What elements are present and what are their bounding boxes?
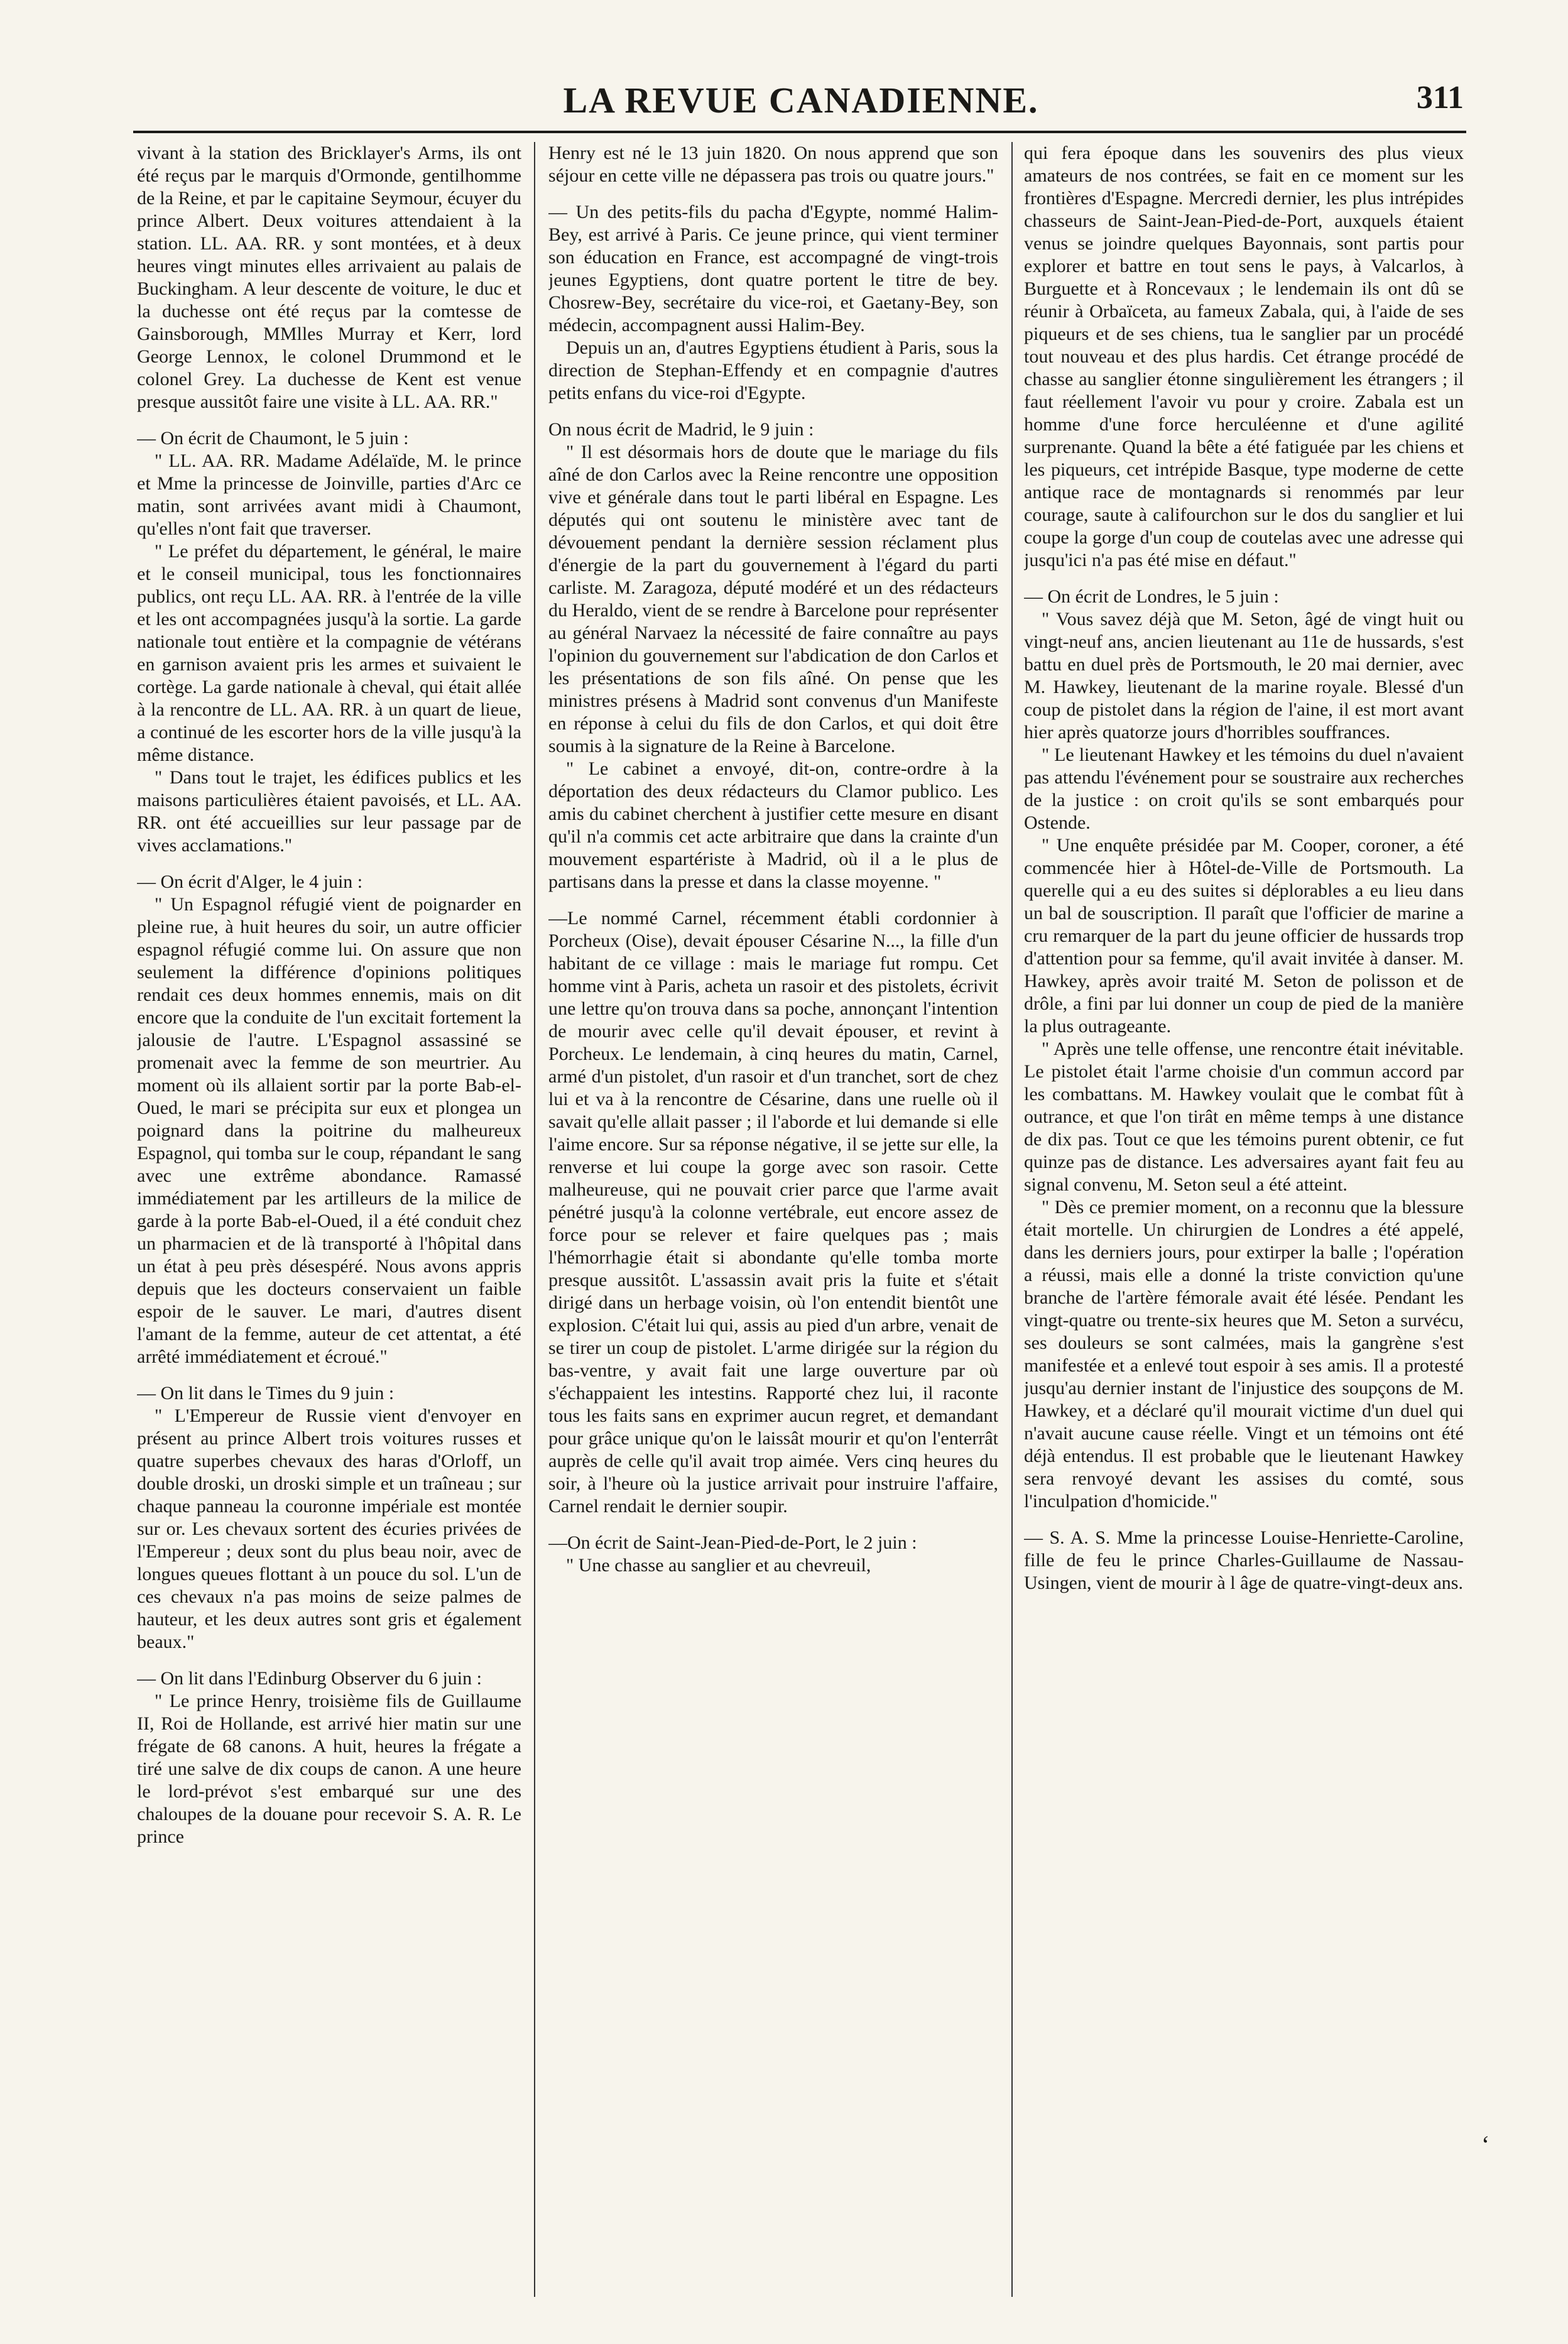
article-paragraph: —On écrit de Saint-Jean-Pied-de-Port, le 2 juin : (548, 1532, 917, 1553)
article-paragraph: " L'Empereur de Russie vient d'envoyer en présent au prince Albert trois voitures russes et quatre superbes chevaux des haras d'Orloff, un double droski, un droski simple et un traîneau ; sur chaque panneau la couronne impériale est montée sur or. Les chevaux sortent des écuries privées de l'Empereur ; deux sont du plus beau noir, avec de longues queues flottant à un pouce du sol. L'un de ces chevaux n'a pas moins de seize palmes de hauteur, et les deux autres sont gris et également beaux." (137, 1405, 521, 1652)
column-3 (1024, 142, 1464, 2303)
article-paragraph: " Une chasse au sanglier et au chevreuil, (566, 1555, 871, 1576)
article-paragraph: " Une enquête présidée par M. Cooper, coroner, a été commencée hier à Hôtel-de-Ville de Portsmouth. La querelle qui a eu des suites si déplorables a eu lieu dans un bal de souscription. Il paraît que l'officier de marine a cru remarquer de la part du jeune officier de hussards trop d'attention pour sa femme, qu'il avait invitée à danser. M. Hawkey, après avoir traité M. Seton de polisson et de drôle, a fini par lui donner un coup de pied de la manière la plus outrageante. (1024, 835, 1464, 1037)
article-paragraph: — On écrit d'Alger, le 4 juin : (137, 871, 363, 892)
article-paragraph: — On lit dans le Times du 9 juin : (137, 1383, 395, 1404)
article-paragraph: " Après une telle offense, une rencontre était inévitable. Le pistolet était l'arme choisie d'un commun accord par les combattans. M. Hawkey voulait que le combat fût à outrance, et que l'on tirât en même temps à une distance de dix pas. Tout ce que les témoins purent obtenir, ce fut quinze pas de distance. Les adversaires ayant fait feu au signal convenu, M. Seton seul a été atteint. (1024, 1038, 1464, 1195)
article-paragraph: " Dès ce premier moment, on a reconnu que la blessure était mortelle. Un chirurgien de Londres a été appelé, dans les derniers jours, pour extirper la balle ; l'opération a réussi, mais elle a donné la triste conviction qu'une branche de l'artère fémorale avait été lésée. Pendant les vingt-quatre ou trente-six heures que M. Seton a survécu, ses douleurs se sont calmées, mais la gangrène s'est manifestée et a enlevé tout espoir à ses amis. Il a protesté jusqu'au dernier instant de l'injustice des soupçons de M. Hawkey, et a déclaré qu'il mourait victime d'un duel qui n'avait aucune cause réelle. Vingt et un témoins ont été déjà entendus. Il est probable que le lieutenant Hawkey sera renvoyé devant les assises du comté, sous l'inculpation d'homicide." (1024, 1197, 1464, 1512)
article-paragraph: —Le nommé Carnel, récemment établi cordonnier à Porcheux (Oise), devait épouser Césarine N..., la fille d'un habitant de ce village : mais le mariage fut rompu. Cet homme vint à Paris, acheta un rasoir et des pistolets, écrivit une lettre qu'on trouva dans sa poche, annonçant l'intention de mourir avec celle qu'il devait épouser, et revint à Porcheux. Le lendemain, à cinq heures du matin, Carnel, armé d'un pistolet, d'un rasoir et d'un tranchet, sort de chez lui et va à la rencontre de Césarine, dans une ruelle où il savait qu'elle allait passer ; il l'aborde et lui demande si elle l'aime encore. Sur sa réponse négative, il se jette sur elle, la renverse et lui coupe la gorge avec son rasoir. Cette malheureuse, qui ne pouvait crier parce que l'arme avait pénétré jusqu'à la colonne vertébrale, eut encore assez de force pour se relever et faire quelques pas ; mais l'hémorrhagie était si abondante qu'elle tomba morte presque aussitôt. L'assassin avait pris la fuite et s'était dirigé dans un herbage voisin, où l'on entendit bientôt une explosion. C'était lui qui, assis au pied d'un arbre, venait de se tirer un coup de pistolet. L'arme dirigée sur la région du bas-ventre, y avait fait une large ouverture par où s'échappaient les intestins. Rapporté chez lui, il raconte tous les faits sans en exprimer aucun regret, et demandant pour grâce unique qu'on le laissât mourir et qu'on l'enterrât auprès de celle qu'il avait trop aimée. Vers cinq heures du soir, à l'heure où la justice arrivait pour instruire l'affaire, Carnel rendait le dernier soupir. (548, 908, 998, 1517)
article-paragraph: vivant à la station des Bricklayer's Arms, ils ont été reçus par le marquis d'Ormonde, gentilhomme de la Reine, et par le capitaine Seymour, écuyer du prince Albert. Deux voitures attendaient à la station. LL. AA. RR. y sont montées, et à deux heures vingt minutes elles arrivaient au palais de Buckingham. A leur descente de voiture, le duc et la duchesse ont été reçus par la comtesse de Gainsborough, MMlles Murray et Kerr, lord George Lennox, le colonel Drummond et le colonel Grey. La duchesse de Kent est venue presque aussitôt faire une visite à LL. AA. RR." (137, 143, 521, 412)
article-paragraph: " Le prince Henry, troisième fils de Guillaume II, Roi de Hollande, est arrivé hier matin sur une frégate de 68 canons. A huit, heures la frégate a tiré une salve de dix coups de canon. A une heure le lord-prévot s'est embarqué sur une des chaloupes de la douane pour recevoir S. A. R. Le prince (137, 1691, 521, 1847)
article-paragraph: " Vous savez déjà que M. Seton, âgé de vingt huit ou vingt-neuf ans, ancien lieutenant au 11e de hussards, s'est battu en duel près de Portsmouth, le 20 mai dernier, avec M. Hawkey, lieutenant de la marine royale. Blessé d'un coup de pistolet dans la région de l'aine, il est mort avant hier après quatorze jours d'horribles souffrances. (1024, 609, 1464, 743)
column-divider (1011, 142, 1013, 2297)
article-paragraph: — Un des petits-fils du pacha d'Egypte, nommé Halim-Bey, est arrivé à Paris. Ce jeune prince, qui vient terminer son éducation en France, est accompagné de vingt-trois jeunes Egyptiens, dont quatre portent le titre de bey. Chosrew-Bey, secrétaire du vice-roi, et Gaetany-Bey, son médecin, accompagnent aussi Halim-Bey. (548, 202, 998, 335)
article-paragraph: " LL. AA. RR. Madame Adélaïde, M. le prince et Mme la princesse de Joinville, parties d'Arc ce matin, sont arrivées avant midi à Chaumont, qu'elles n'ont fait que traverser. (137, 450, 521, 539)
header-rule (133, 131, 1466, 133)
article-paragraph: — On écrit de Chaumont, le 5 juin : (137, 428, 409, 449)
running-title: LA REVUE CANADIENNE. (563, 80, 1039, 121)
article-paragraph: " Le préfet du département, le général, le maire et le conseil municipal, tous les fonctionnaires publics, ont reçu LL. AA. RR. à l'entrée de la ville et les ont accompagnées jusqu'à la sortie. La garde nationale tout entière et la compagnie de vétérans en garnison avaient pris les armes et suivaient le cortège. La garde nationale à cheval, qui était allée à la rencontre de LL. AA. RR. à un quart de lieue, a continué de les escorter hors de la ville jusqu'à la même distance. (137, 541, 521, 765)
article-paragraph: On nous écrit de Madrid, le 9 juin : (548, 419, 814, 440)
article-paragraph: " Le lieutenant Hawkey et les témoins du duel n'avaient pas attendu l'événement pour se soustraire aux recherches de la justice : on croit qu'ils se sont embarqués pour Ostende. (1024, 744, 1464, 833)
article-paragraph: — On lit dans l'Edinburg Observer du 6 juin : (137, 1668, 482, 1689)
page-header (138, 74, 1464, 131)
page-number: 311 (1416, 80, 1464, 116)
column-2 (548, 142, 998, 2303)
article-paragraph: " Le cabinet a envoyé, dit-on, contre-ordre à la déportation des deux rédacteurs du Clamor publico. Les amis du cabinet cherchent à justifier cette mesure en disant qu'il n'a commis cet acte arbitraire que dans la crainte d'un mouvement espartériste à Madrid, où il a le plus de partisans dans la presse et dans la classe moyenne. " (548, 758, 998, 892)
margin-mark: ʻ (1481, 2130, 1490, 2159)
column-divider (534, 142, 535, 2297)
article-paragraph: — S. A. S. Mme la princesse Louise-Henriette-Caroline, fille de feu le prince Charles-Guillaume de Nassau-Usingen, vient de mourir à l âge de quatre-vingt-deux ans. (1024, 1527, 1464, 1593)
article-paragraph: " Un Espagnol réfugié vient de poignarder en pleine rue, à huit heures du soir, un autre officier espagnol réfugié comme lui. On assure que non seulement la différence d'opinions politiques rendait ces deux hommes ennemis, mais on dit encore que la conduite de l'un excitait fortement la jalousie de l'autre. L'Espagnol assassiné se promenait avec la femme de son meurtrier. Au moment où ils allaient sortir par la porte Bab-el-Oued, le mari se précipita sur eux et plongea un poignard dans la poitrine du malheureux Espagnol, qui tomba sur le coup, répandant le sang avec une extrême abondance. Ramassé immédiatement par les artilleurs de la milice de garde à la porte Bab-el-Oued, il a été conduit chez un pharmacien et de là transporté à l'hôpital dans un état à peu près désespéré. Nous avons appris depuis que les docteurs conservaient un faible espoir de le sauver. Le mari, d'autres disent l'amant de la femme, auteur de cet attentat, a été arrêté immédiatement et écroué." (137, 894, 521, 1367)
article-paragraph: Depuis un an, d'autres Egyptiens étudient à Paris, sous la direction de Stephan-Effendy et en compagnie d'autres petits enfans du vice-roi d'Egypte. (548, 337, 998, 403)
article-paragraph: " Il est désormais hors de doute que le mariage du fils aîné de don Carlos avec la Reine rencontre une opposition vive et générale dans tout le parti libéral en Espagne. Les députés qui ont soutenu le ministère avec tant de dévouement pendant la dernière session réclament plus d'énergie de la part du gouvernement à l'égard du parti carliste. M. Zaragoza, député modéré et un des rédacteurs du Heraldo, vient de se rendre à Barcelone pour représenter au général Narvaez la nécessité de faire connaître au pays l'opinion du gouvernement sur l'abdication de don Carlos et les présentations de son fils aîné. On pense que les ministres présens à Madrid sont convenus d'un Manifeste en réponse à celui du fils de don Carlos, et qui doit être soumis à la signature de la Reine à Barcelone. (548, 442, 998, 756)
column-1 (137, 142, 521, 2303)
article-paragraph: Henry est né le 13 juin 1820. On nous apprend que son séjour en cette ville ne dépassera pas trois ou quatre jours." (548, 143, 998, 186)
article-paragraph: qui fera époque dans les souvenirs des plus vieux amateurs de nos contrées, se fait en ce moment sur les frontières d'Espagne. Mercredi dernier, les plus intrépides chasseurs de Saint-Jean-Pied-de-Port, auxquels étaient venus se joindre quelques Bayonnais, sont partis pour explorer et battre en tout sens le pays, à Valcarlos, à Burguette et à Roncevaux ; le lendemain ils ont dû se réunir à Orbaïceta, au fameux Zabala, qui, à l'aide de ses piqueurs et de ses chiens, tua le sanglier par un procédé tout nouveau et des plus hardis. Cet étrange procédé de chasse au sanglier étonne singulièrement les étrangers ; il faut réellement l'avoir vu pour y croire. Zabala est un homme d'une force herculéenne et d'une agilité surprenante. Quand la bête a été fatiguée par les chiens et les piqueurs, cet intrépide Basque, type moderne de cette antique race de montagnards si renommés par leur courage, saute à califourchon sur le dos du sanglier et lui coupe la gorge d'un coup de coutelas avec une adresse qui jusqu'ici n'a pas été mise en défaut." (1024, 143, 1464, 570)
article-paragraph: " Dans tout le trajet, les édifices publics et les maisons particulières étaient pavoisés, et LL. AA. RR. ont été accueillies sur leur passage par de vives acclamations." (137, 767, 521, 856)
article-paragraph: — On écrit de Londres, le 5 juin : (1024, 586, 1279, 607)
